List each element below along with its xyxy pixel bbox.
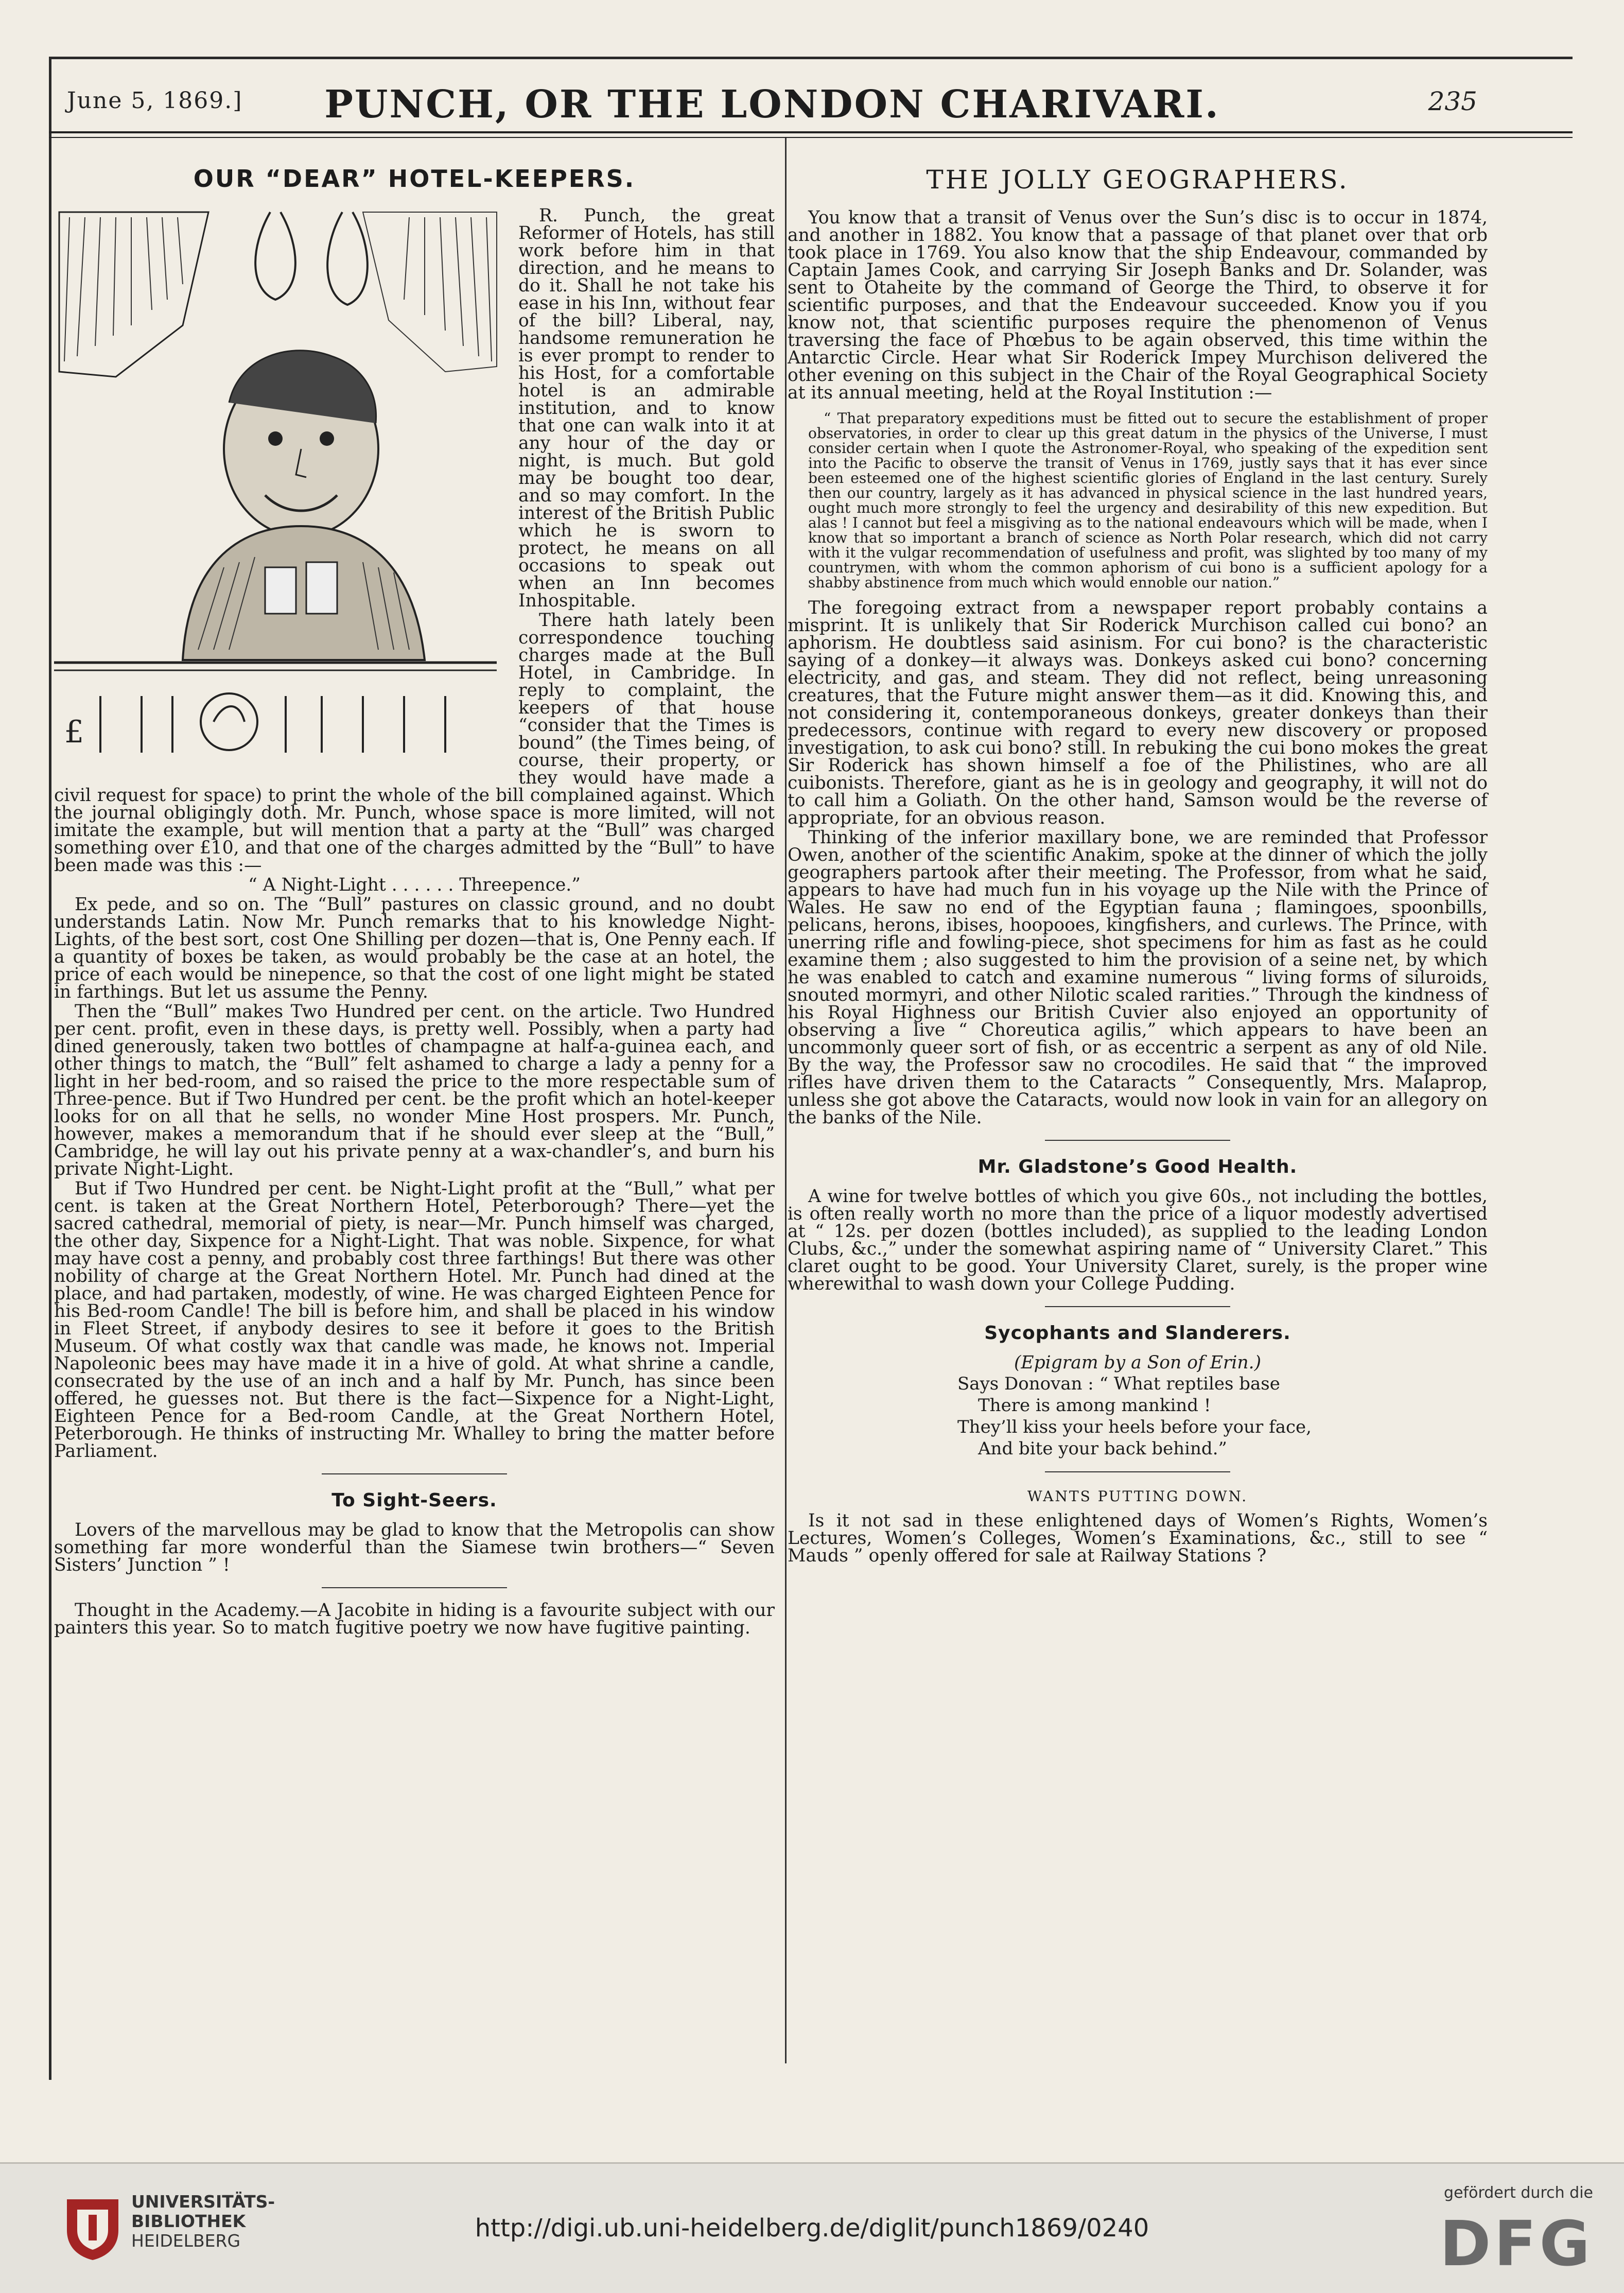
- bill-line: “ A Night-Light . . . . . . Threepence.”: [248, 875, 581, 895]
- dfg-logo: DFG: [1439, 2209, 1593, 2280]
- svg-text:£: £: [64, 714, 84, 750]
- column-divider: [785, 138, 787, 2063]
- section-separator: [1045, 1140, 1230, 1141]
- hotel-paragraph-5: But if Two Hundred per cent. be Night-Light profit at the “Bull,” what per cent. is taken at the Great Northern Hotel, Peterborough? There—yet the sacred cathedral, memorial of piety, is near—Mr. Punch himself was charged, the other day, Sixpence for a Night-Light. That was noble. Sixpence, for what may have cost a penny, and probably cost three farthings! But there was other nobility of charge at the Great Northern Hotel. Mr. Punch had dined at the place, and had partaken, modestly, of wine. He was charged Eighteen Pence for his Bed-room Candle! The bill is before him, and shall be placed in his window in Fleet Street, if anybody desires to see it before it goes to the British Museum. Of what costly wax that candle was made, he knows not. Imperial Napoleonic bees may have made it in a hive of gold. At what shrine a candle, consecrated by the use of an inch and a half by Mr. Punch, has since been offered, he guesses not. But there is the fact—Sixpence for a Night-Light, Eighteen Pence for a Bed-room Candle, at the Great Northern Hotel, Peterborough. He thinks of instructing Mr. Whalley to bring the matter before Parliament.: [54, 1178, 775, 1462]
- library-name-line: UNIVERSITÄTS-: [131, 2192, 275, 2212]
- page-border-top: [49, 57, 1573, 59]
- hotel-paragraph-3: Ex pede, and so on. The “Bull” pastures on classic ground, and no doubt understands Latin. Now Mr. Punch remarks that to his knowledge Night-Lights, of the best sort, cost One Shilling per dozen—that is, One Penny each. If a quantity of boxes be taken, as would probably be the case at an hotel, the price of each would be ninepence, so that the cost of one light might be stated in farthings. But let us assume the Penny.: [54, 894, 775, 1002]
- section-separator: [1045, 1306, 1230, 1307]
- hotel-paragraph-4: Then the “Bull” makes Two Hundred per cent. on the article. Two Hundred per cent. profit, even in these days, is pretty well. Possibly, when a party had dined generously, taken two bottles of champagne at half-a-guinea each, and other things to match, the “Bull” felt ashamed to charge a lady a penny for a light in her bed-room, and so raised the price to the more respectable sum of Three-pence. But if Two Hundred per cent. be the profit which an hotel-keeper looks for on all that he sells, no wonder Mine Host prospers. Mr. Punch, however, makes a memorandum that if he should ever sleep at the “Bull,” Cambridge, he will lay out his private penny at a wax-chandler’s, and burn his private Night-Light.: [54, 1001, 775, 1179]
- wants-putting-down-text: Is it not sad in these enlightened days of Women’s Rights, Women’s Lectures, Women’s Colleges, Women’s Examinations, &c., still to see “ Mauds ” openly offered for sale at Railway Stations ?: [788, 1510, 1488, 1566]
- page-border-left: [49, 57, 51, 2080]
- murchison-quote: “ That preparatory expeditions must be fitted out to secure the establishment of proper observatories, in order to clear up this great datum in the physics of the Universe, I must consider certain when I quote the Astronomer-Royal, who speaking of the expedition sent into the Pacific to observe the transit of Venus in 1769, justly says that it has ever since been esteemed one of the highest scientific glories of England in the last century. Surely then our country, largely as it has advanced in physical science in the last hundred years, ought much more strongly to feel the urgency and desirability of this new expedition. But alas ! I cannot but feel a misgiving as to the national endeavours which will be made, when I know that so important a branch of science as North Polar research, which did not carry with it the vulgar recommendation of usefulness and profit, was slighted by too many of my countrymen, with whom the common aphorism of cui bono is a sufficient apology for a shabby abstinence from much which would ennoble our nation.”: [808, 410, 1488, 591]
- geographers-paragraph-1: The foregoing extract from a newspaper report probably contains a misprint. It is unlikely that Sir Roderick Murchison called cui bono? an aphorism. He doubtless said asinism. For cui bono? is the characteristic saying of a donkey—it always was. Donkeys asked cui bono? concerning electricity, and gas, and steam. They did not reflect, being unreasoning creatures, that the Future might answer them—as it did. Knowing this, and not considering it, contemporaneous donkeys, greater donkeys than their predecessors, continue with regard to every new discovery or proposed investigation, to ask cui bono? still. In rebuking the cui bono mokes the great Sir Roderick has shown himself a foe of the Philistines, who are all cuibonists. Therefore, giant as he is in geology and geography, it will not do to call him a Goliath. On the other hand, Samson would be the reverse of appropriate, for an obvious reason.: [788, 598, 1488, 828]
- running-header: [67, 82, 1477, 144]
- footer-divider: [0, 2162, 1624, 2164]
- academy-text: Thought in the Academy.—A Jacobite in hiding is a favourite subject with our painters this year. So to match fugitive poetry we now have fugitive painting.: [54, 1600, 775, 1638]
- right-column: [788, 154, 1488, 1567]
- gladstone-title: Mr. Gladstone’s Good Health.: [977, 1156, 1298, 1177]
- sycophants-verse: [957, 1375, 1488, 1458]
- geographers-intro: You know that a transit of Venus over the Sun’s disc is to occur in 1874, and another in 1882. You know that a passage of that planet over that orb took place in 1769. You also know that the ship Endeavour, commanded by Captain James Cook, and carrying Sir Joseph Banks and Dr. Solander, was sent to Otaheite by the command of George the Third, to observe it for scientific purposes, and that the Endeavour succeeded. Know you if you know not, that scientific purposes require the phenomenon of Venus traversing the face of Phœbus to be again observed, this time within the Antarctic Circle. Hear what Sir Roderick Impey Murchison delivered the other evening on this subject in the Chair of the Royal Geographical Society at its annual meeting, held at the Royal Institution :—: [788, 207, 1488, 403]
- sight-seers-text: Lovers of the marvellous may be glad to know that the Metropolis can show something far more wonderful than the Siamese twin brothers—“ Seven Sisters’ Junction ” !: [54, 1520, 775, 1575]
- funding-note: gefördert durch die: [1444, 2184, 1593, 2202]
- header-rule: [49, 131, 1573, 133]
- hotel-keeper-illustration: [54, 207, 507, 768]
- library-name-line: BIBLIOTHEK: [131, 2211, 246, 2231]
- section-separator: [1045, 1471, 1230, 1472]
- section-separator: [322, 1587, 507, 1588]
- verse-line: Says Donovan : “ What reptiles base: [957, 1374, 1280, 1394]
- publication-title: PUNCH, OR THE LONDON CHARIVARI.: [324, 82, 1220, 127]
- hotel-paragraph-1: R. Punch, the great Reformer of Hotels, has still work before him in that direction, and he means to do it. Shall he not take his ease in his Inn, without fear of the bill? Liberal, nay, handsome remuneration he is ever prompt to render to his Host, for a comfortable hotel is an admirable institution, and to know that one can walk into it at any hour of the day or night, is much. But gold may be bought too dear, and so may comfort. In the interest of the British Public which he is sworn to protect, he means on all occasions to speak out when an Inn becomes Inhospitable.: [518, 205, 775, 611]
- left-column: [54, 154, 775, 1639]
- source-url-link[interactable]: http://digi.ub.uni-heidelberg.de/diglit/punch1869/0240: [475, 2214, 1149, 2243]
- verse-line: There is among mankind !: [978, 1395, 1211, 1416]
- issue-date: June 5, 1869.]: [67, 88, 243, 114]
- library-name-line: HEIDELBERG: [131, 2231, 241, 2251]
- article-title-jolly-geographers: THE JOLLY GEOGRAPHERS.: [926, 165, 1349, 195]
- section-separator: [322, 1473, 507, 1474]
- page-number: 235: [1428, 86, 1477, 116]
- sycophants-subtitle: (Epigram by a Son of Erin.): [1014, 1352, 1262, 1373]
- wants-putting-down-title: WANTS PUTTING DOWN.: [1027, 1488, 1248, 1505]
- gladstone-text: A wine for twelve bottles of which you give 60s., not including the bottles, is often really worth no more than the price of a liquor modestly advertised at “ 12s. per dozen (bottles included), as supplied to the leading London Clubs, &c.,” under the somewhat aspiring name of “ University Claret.” This claret ought to be good. Your University Claret, surely, is the proper wine wherewithal to wash down your College Pudding.: [788, 1186, 1488, 1294]
- article-title-hotel-keepers: OUR “DEAR” HOTEL-KEEPERS.: [193, 165, 636, 193]
- geographers-paragraph-2: Thinking of the inferior maxillary bone, we are reminded that Professor Owen, another of the scientific Anakim, spoke at the dinner of which the jolly geographers partook after their meeting. The Professor, from what he said, appears to have had much fun in his voyage up the Nile with the Prince of Wales. He saw no end of the Egyptian fauna ; flamingoes, spoonbills, pelicans, herons, ibises, hoopooes, kingfishers, and curlews. The Prince, with unerring rifle and fowling-piece, shot specimens for him as fast as he could examine them ; also suggested to him the provision of a seine net, by which he was enabled to catch and examine numerous “ living forms of siluroids, snouted mormyri, and other Nilotic scaled rarities.” Through the kindness of his Royal Highness our British Cuvier also enjoyed an opportunity of observing a live “ Choreutica agilis,” which appears to have been an uncommonly queer sort of fish, or as eccentric a serpent as any of old Nile. By the way, the Professor saw no crocodiles. He said that “ the improved rifles have driven them to the Cataracts ” Consequently, Mrs. Malaprop, unless she got above the Cataracts, would now look in vain for an allegory on the banks of the Nile.: [788, 827, 1488, 1128]
- hotel-paragraph-2: There hath lately been correspondence touching charges made at the Bull Hotel, in Cambridge. In reply to complaint, the keepers of that house “consider that the Times is bound” (the Times being, of course, their property, or they would have made a civil request for space) to print the whole of the bill complained against. Which the journal obligingly doth. Mr. Punch, whose space is more limited, will not imitate the example, but will mention that a party at the “Bull” was charged something over £10, and that one of the charges admitted by the “Bull” to have been made was this :—: [54, 610, 775, 876]
- header-rule-thin: [49, 137, 1573, 138]
- verse-line: And bite your back behind.”: [978, 1438, 1227, 1459]
- sight-seers-title: To Sight-Seers.: [331, 1490, 497, 1511]
- sycophants-title: Sycophants and Slanderers.: [984, 1323, 1291, 1344]
- verse-line: They’ll kiss your heels before your face,: [957, 1417, 1312, 1437]
